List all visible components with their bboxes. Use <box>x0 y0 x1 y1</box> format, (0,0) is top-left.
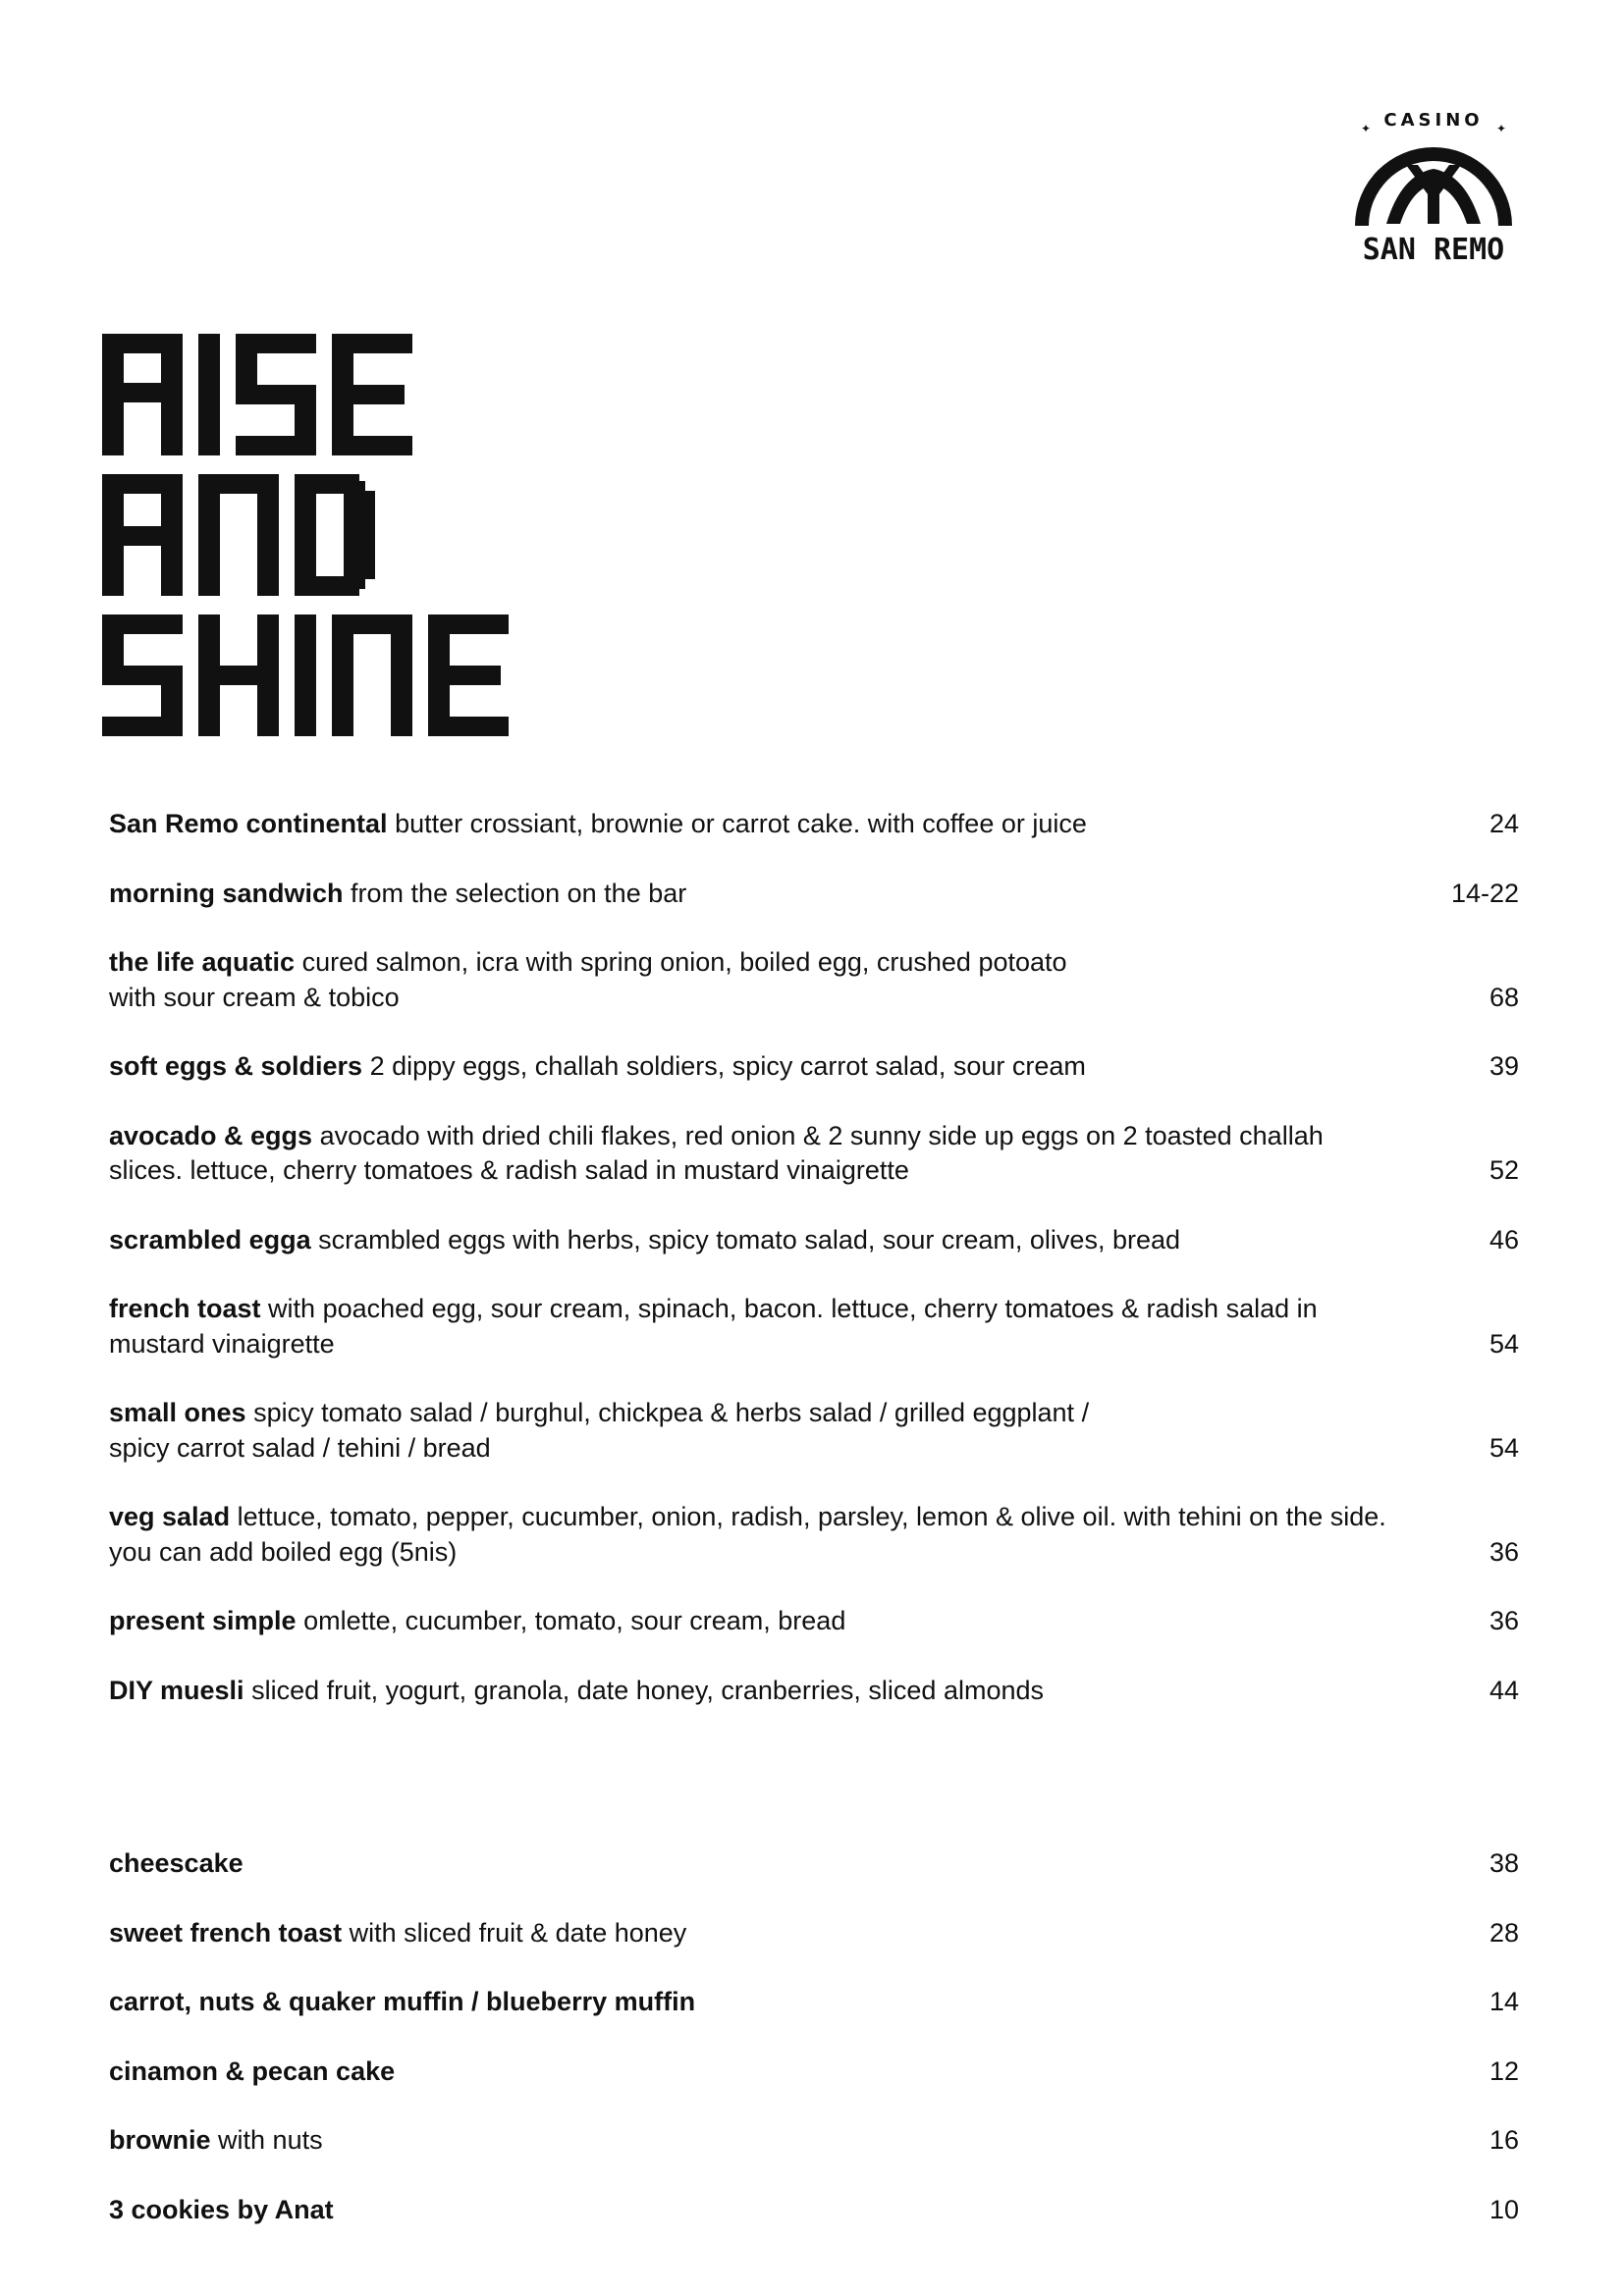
item-name: San Remo continental <box>109 809 388 838</box>
item-price: 54 <box>1489 1432 1519 1463</box>
item-price: 38 <box>1489 1848 1519 1878</box>
menu-item-the-life-aquatic <box>109 945 1519 1015</box>
item-price: 24 <box>1489 809 1519 838</box>
item-description: lettuce, tomato, pepper, cucumber, onion, radish, parsley, lemon & olive oil. with tehini on the side. <box>237 1502 1386 1531</box>
item-price: 28 <box>1489 1917 1519 1948</box>
item-description-line2: mustard vinaigrette <box>109 1328 335 1359</box>
headline-graphic <box>102 334 554 736</box>
menu-item-muffins <box>109 1985 1519 2020</box>
item-name: present simple <box>109 1606 297 1635</box>
svg-text:✦: ✦ <box>1496 122 1507 135</box>
item-name: morning sandwich <box>109 878 344 908</box>
item-price: 12 <box>1489 2056 1519 2086</box>
item-price: 36 <box>1489 1536 1519 1567</box>
item-price: 36 <box>1489 1606 1519 1635</box>
item-description-line2: with sour cream & tobico <box>109 982 400 1012</box>
item-description: omlette, cucumber, tomato, sour cream, bread <box>303 1606 846 1635</box>
menu-item-cheescake <box>109 1846 1519 1882</box>
logo-bottom-text: SAN REMO <box>1362 233 1505 263</box>
item-description: scrambled eggs with herbs, spicy tomato salad, sour cream, olives, bread <box>318 1224 1181 1255</box>
item-description-line2: you can add boiled egg (5nis) <box>109 1536 458 1567</box>
item-name: small ones <box>109 1398 246 1427</box>
menu-item-small-ones <box>109 1396 1519 1466</box>
item-price: 52 <box>1489 1155 1519 1185</box>
headline-rise-and-shine <box>102 334 554 736</box>
item-price: 10 <box>1489 2194 1519 2224</box>
svg-text:✦: ✦ <box>1361 122 1372 135</box>
item-description-line2: spicy carrot salad / tehini / bread <box>109 1432 491 1463</box>
item-description: cured salmon, icra with spring onion, boiled egg, crushed potoato <box>301 947 1067 977</box>
item-description: avocado with dried chili flakes, red onion & 2 sunny side up eggs on 2 toasted challah <box>319 1120 1324 1150</box>
menu-item-french-toast <box>109 1292 1519 1362</box>
casino-san-remo-logo <box>1347 106 1520 263</box>
menu-item-morning-sandwich <box>109 877 1519 912</box>
item-price: 14-22 <box>1450 878 1519 908</box>
item-description-line2: slices. lettuce, cherry tomatoes & radish salad in mustard vinaigrette <box>109 1155 909 1185</box>
menu-list <box>109 807 1519 2262</box>
item-name: sweet french toast <box>109 1917 343 1948</box>
menu-item-3-cookies <box>109 2193 1519 2228</box>
item-price: 16 <box>1489 2125 1519 2155</box>
item-description: sliced fruit, yogurt, granola, date honey, cranberries, sliced almonds <box>251 1675 1044 1705</box>
item-name: soft eggs & soldiers <box>109 1051 363 1081</box>
item-name: cheescake <box>109 1848 244 1878</box>
item-name: brownie <box>109 2125 211 2155</box>
item-price: 54 <box>1489 1328 1519 1359</box>
item-description: spicy tomato salad / burghul, chickpea & herbs salad / grilled eggplant / <box>253 1398 1090 1427</box>
menu-item-avocado-eggs <box>109 1119 1519 1189</box>
item-description: with sliced fruit & date honey <box>349 1917 687 1948</box>
item-description: with poached egg, sour cream, spinach, bacon. lettuce, cherry tomatoes & radish salad in <box>268 1294 1318 1323</box>
item-name: cinamon & pecan cake <box>109 2056 396 2086</box>
item-price: 39 <box>1489 1051 1519 1081</box>
item-description: with nuts <box>218 2125 323 2155</box>
menu-item-scrambled-egga <box>109 1223 1519 1258</box>
menu-item-soft-eggs-soldiers <box>109 1049 1519 1085</box>
item-description: from the selection on the bar <box>351 878 687 908</box>
logo-top-text: CASINO <box>1383 110 1484 131</box>
item-name: the life aquatic <box>109 947 296 977</box>
item-name: DIY muesli <box>109 1675 244 1705</box>
item-description: 2 dippy eggs, challah soldiers, spicy carrot salad, sour cream <box>369 1051 1086 1081</box>
item-price: 68 <box>1489 982 1519 1012</box>
item-name: veg salad <box>109 1502 231 1531</box>
item-name: avocado & eggs <box>109 1120 313 1150</box>
menu-item-diy-muesli <box>109 1674 1519 1709</box>
menu-item-cinamon-pecan-cake <box>109 2055 1519 2090</box>
item-price: 46 <box>1489 1224 1519 1255</box>
section-divider <box>109 1742 1519 1846</box>
item-name: carrot, nuts & quaker muffin / blueberry muffin <box>109 1987 696 2016</box>
item-description: butter crossiant, brownie or carrot cake. with coffee or juice <box>395 809 1087 838</box>
item-name: french toast <box>109 1294 261 1323</box>
item-price: 44 <box>1489 1675 1519 1705</box>
item-name: 3 cookies by Anat <box>109 2194 334 2224</box>
item-name: scrambled egga <box>109 1224 311 1255</box>
menu-item-veg-salad <box>109 1500 1519 1570</box>
menu-item-san-remo-continental <box>109 807 1519 842</box>
menu-item-present-simple <box>109 1604 1519 1639</box>
item-price: 14 <box>1489 1987 1519 2016</box>
menu-item-sweet-french-toast <box>109 1916 1519 1951</box>
menu-item-brownie <box>109 2123 1519 2159</box>
